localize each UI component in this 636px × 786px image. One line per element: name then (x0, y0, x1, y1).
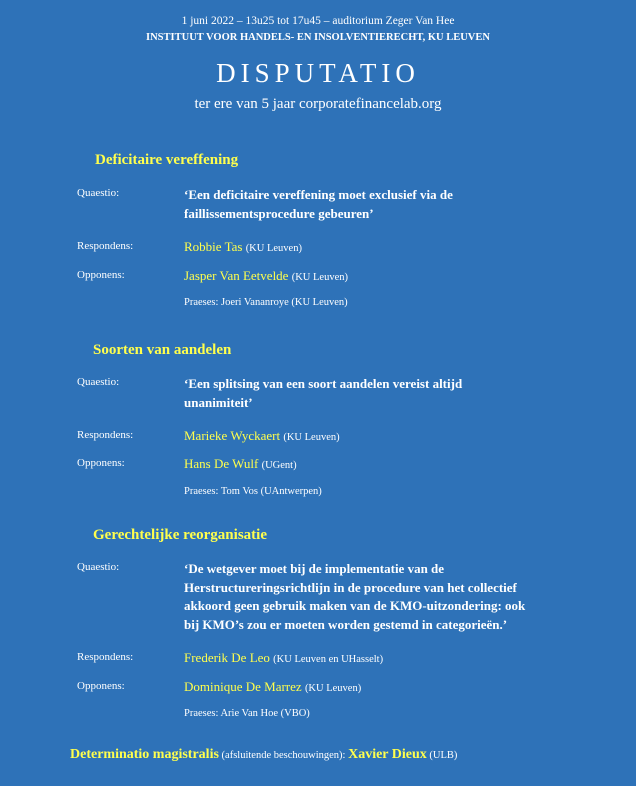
determinatio-note: (afsluitende beschouwingen): (221, 750, 346, 761)
section-title-soorten-van-aandelen: Soorten van aandelen (93, 342, 232, 358)
praeses-text: Praeses: Joeri Vananroye (KU Leuven) (184, 297, 348, 308)
quaestio-text: ‘Een deficitaire vereffening moet exclusief via de faillissementsprocedure gebeuren’ (184, 187, 453, 221)
opponens-person: Jasper Van Eetvelde (KU Leuven) (184, 268, 348, 283)
determinatio-person: Xavier Dieux (348, 747, 427, 762)
respondens-person: Robbie Tas (KU Leuven) (184, 239, 302, 254)
quaestio-text: ‘De wetgever moet bij de implementatie van de Herstructureringsrichtlijn in de procedure van het collectief akkoord geen gebruik maken van de KMO-uitzondering: ook bij KMO’s zou er moeten worden gestemd in categorieën.’ (184, 561, 526, 632)
event-date-line: 1 juni 2022 – 13u25 tot 17u45 – auditorium Zeger Van Hee (181, 15, 455, 27)
quaestio-label: Quaestio: (77, 376, 120, 388)
determinatio-label: Determinatio magistralis (70, 747, 219, 762)
opponens-person: Dominique De Marrez (KU Leuven) (184, 679, 362, 694)
respondens-person: Frederik De Leo (KU Leuven en UHasselt) (184, 650, 384, 665)
quaestio-label: Quaestio: (77, 187, 120, 199)
opponens-label: Opponens: (77, 680, 125, 692)
praeses-text: Praeses: Arie Van Hoe (VBO) (184, 708, 310, 719)
section-title-gerechtelijke-reorganisatie: Gerechtelijke reorganisatie (93, 527, 267, 543)
determinatio-line (70, 747, 457, 763)
opponens-person: Hans De Wulf (UGent) (184, 456, 297, 471)
quaestio-label: Quaestio: (77, 561, 120, 573)
respondens-label: Respondens: (77, 429, 134, 441)
respondens-label: Respondens: (77, 240, 134, 252)
section-title-deficitaire-vereffening: Deficitaire vereffening (95, 152, 239, 168)
page-subtitle: ter ere van 5 jaar corporatefinancelab.org (194, 96, 442, 112)
institute-name: INSTITUUT VOOR HANDELS- EN INSOLVENTIERECHT, KU LEUVEN (146, 32, 490, 43)
respondens-person: Marieke Wyckaert (KU Leuven) (184, 428, 340, 443)
respondens-label: Respondens: (77, 651, 134, 663)
opponens-label: Opponens: (77, 457, 125, 469)
page-title: DISPUTATIO (216, 58, 420, 88)
determinatio-affiliation: (ULB) (429, 750, 458, 761)
quaestio-text: ‘Een splitsing van een soort aandelen vereist altijd unanimiteit’ (184, 376, 463, 410)
opponens-label: Opponens: (77, 269, 125, 281)
praeses-text: Praeses: Tom Vos (UAntwerpen) (184, 486, 322, 497)
